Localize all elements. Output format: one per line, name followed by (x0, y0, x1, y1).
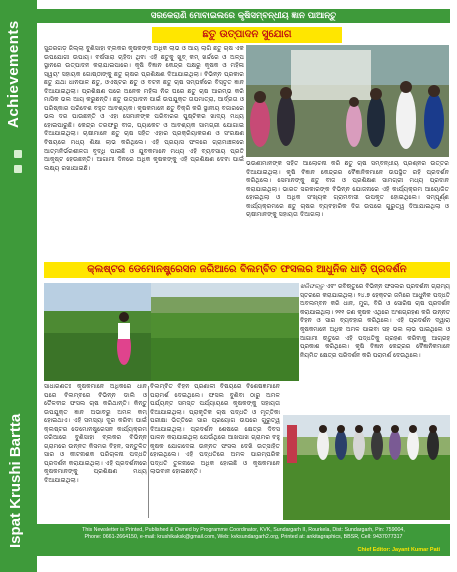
footer-imprint: This Newsletter is Printed, Published & Owned by Programme Coordinator, KVK, Sundargarh II, Rourkela, Dist: Sundargarh, Pin: 759004, (82, 527, 405, 533)
article2-column-left: ସାଧାରଣତଃ କୃଷକମାନେ ଅଧିକରେ ଧାନ ପରେ ବିଲମ୍ବରେ ବିଭିନ୍ନ ଡାଲି ଓ ତୈଳବୀଜ ଫସଲ ଚାଷ କରିଥାନ୍ତି। କିନ୍ତୁ ଉପଯୁକ୍ତ ଜ୍ଞାନ ଅଭାବରୁ ଅମଳ କମ୍ ହୋଇଥାଏ। ଏହି ସମସ୍ୟା ଦୂର କରିବା ପାଇଁ କ୍ଲଷ୍ଟର ଡେମୋନଷ୍ଟ୍ରେସନ କାର୍ଯ୍ୟକ୍ରମ ଜରିଆରେ ବୁଣିସାହା ବ୍ଲକର ବିଭିନ୍ନ ଗ୍ରାମରେ ଉନ୍ନତ କିସମର ବିହନ, ସନ୍ତୁଳିତ ସାର ଓ କୀଟନାଶକ ପରିଚାଳନା ପଦ୍ଧତି ପ୍ରଦର୍ଶନ କରାଯାଇଥିଲା। ଏହି ପ୍ରଦର୍ଶନୀରେ କୃଷକମାନଙ୍କୁ ପ୍ରଶିକ୍ଷଣ ମଧ୍ୟ ଦିଆଯାଇଥିଲା। (44, 383, 147, 485)
column-divider (148, 386, 149, 518)
masthead-tagline: ସରକେରାଣି ମୋବାଇଲରେ କୃଷିସମ୍ବନ୍ଧୀୟ ଜ୍ଞାନ ପାଆନ୍ତୁ (37, 9, 450, 23)
article2-column-middle: ବିଲମ୍ବିତ ବିହନ ପ୍ରଣାଳୀ ବିଷୟରେ ବିଶେଷଜ୍ଞମାନେ ପରାମର୍ଶ ଦେଇଥିଲେ। ଫସଲ ବୁଣିବା ଠାରୁ ଅମଳ ପର୍ଯ୍ୟନ୍ତ ସମସ୍ତ ପର୍ଯ୍ୟାୟରେ କୃଷକଙ୍କୁ ସହାୟତା ଦିଆଯାଇଥିଲା। ପ୍ରାକୃତିକ ଚାଷ ପଦ୍ଧତି ଓ ମୃତ୍ତିକା ପରୀକ୍ଷା ଭିତ୍ତିରେ ସାର ପ୍ରୟୋଗ ଉପରେ ଗୁରୁତ୍ୱ ଦିଆଯାଇଥିଲା। ପ୍ରଦର୍ଶନ ଶେଷରେ କ୍ଷେତ୍ର ଦିବସ ପାଳନ କରାଯାଇଥିଲା ଯେଉଁଥିରେ ଆଖପାଖ ଗ୍ରାମର ବହୁ କୃଷକ ଯୋଗଦେଇ ଉନ୍ନତ ଫସଲ ଦେଖି ଉତ୍ସାହିତ ହୋଇଥିଲେ। ଏହି ପଦ୍ଧତିରେ ଅମଳ ପାରମ୍ପରିକ ପଦ୍ଧତି ତୁଳନାରେ ଅଧିକ ହୋଇଛି ଓ କୃଷକମାନେ ଲାଭବାନ ହୋଇଛନ୍ତି। (150, 383, 280, 476)
article1-body: ସୁନ୍ଦରଗଡ଼ ଜିଲ୍ଲା ବୁଣିସାହା ବ୍ଲକର କୃଷକଙ୍କ ଅଧିକ ଲାଭ ଓ ଆୟ ଲାଗି ଛତୁ ଚାଷ ଏକ ଉପଯୋଗୀ ଉପାୟ। ବର୍ଷସାରା ଚାହିଦା ଥିବା ଏହି ଛତୁକୁ ଖୁବ୍ କମ୍ ଖର୍ଚ୍ଚରେ ଓ ଅଳ୍ପ ସ୍ଥାନରେ ଉତ୍ପାଦନ କରାଯାଇପାରେ। କୃଷି ବିଜ୍ଞାନ କେନ୍ଦ୍ର ପକ୍ଷରୁ କୃଷକ ଓ ମହିଳା ସ୍ୱୟଂ ସହାୟକ ଗୋଷ୍ଠୀଙ୍କୁ ଛତୁ ଚାଷର ପ୍ରଶିକ୍ଷଣ ଦିଆଯାଇଥିଲା। ବିଭିନ୍ନ ପ୍ରକାର ଛତୁ ଯଥା ଧାନପାଳ ଛତୁ, ଓଏଷ୍ଟର ଛତୁ ଓ ବଟନ ଛତୁ ଚାଷ ସମ୍ପର୍କରେ ବିସ୍ତୃତ ଜ୍ଞାନ ଦିଆଯାଇଥିଲା। ପ୍ରଶିକ୍ଷଣ ପରେ ଅନେକ ମହିଳା ନିଜ ଘରେ ଛତୁ ଚାଷ ଆରମ୍ଭ କରି ମାସିକ ଭଲ ଆୟ କରୁଛନ୍ତି। ଛତୁ ଉତ୍ପାଦନ ପାଇଁ ଉପଯୁକ୍ତ ତାପମାତ୍ରା, ଆର୍ଦ୍ରତା ଓ ପରିଷ୍କାର ପରିବେଶ ବହୁତ ଆବଶ୍ୟକ। କୃଷକମାନେ ଛତୁ ବିକ୍ରି କରି ସ୍ଥାନୀୟ ବଜାରରେ ଭଲ ଦର ପାଉଛନ୍ତି ଓ ଏହା ସେମାନଙ୍କ ପରିବାରର ପୁଷ୍ଟିକର ଖାଦ୍ୟ ମଧ୍ୟ ହୋଇପାରୁଛି। କେନ୍ଦ୍ର ତରଫରୁ ବୀଜ, ପ୍ୟାକେଟ ଓ ଆବଶ୍ୟକ ସାମଗ୍ରୀ ଯୋଗାଇ ଦିଆଯାଇଥିଲା। ଚାଷୀମାନେ ଛତୁ ଚାଷ ସହିତ ଏହାର ପ୍ରକ୍ରିୟାକରଣ ଓ ସଂରକ୍ଷଣ ବିଷୟରେ ମଧ୍ୟ ଶିକ୍ଷା ଲାଭ କରିଥିଲେ। ଏହି ପ୍ରୟାସ ଫଳରେ ଗ୍ରାମାଞ୍ଚଳରେ ଆତ୍ମନିର୍ଭରଶୀଳତା ବୃଦ୍ଧି ପାଇଛି ଓ ଯୁବକମାନେ ମଧ୍ୟ ଏହି ବ୍ୟବସାୟ ପ୍ରତି ଆକୃଷ୍ଟ ହେଉଛନ୍ତି। ଆଗାମୀ ଦିନରେ ଅଧିକ କୃଷକଙ୍କୁ ଏହି ପ୍ରଶିକ୍ଷଣ ଦେବା ପାଇଁ ଲକ୍ଷ୍ୟ ରଖାଯାଇଛି। (44, 45, 244, 172)
article2-column-right (300, 283, 450, 379)
article2-title: କ୍ଲଷ୍ଟର ଡେମୋନଷ୍ଟ୍ରେସନ ଜରିଆରେ ବିଲମ୍ବିତ ଫସଲର ଆଧୁନିକ ଧାଡ଼ି ପ୍ରଦର୍ଶନ (44, 262, 450, 278)
crop-field-photo (151, 283, 299, 381)
field-farmer-photo (44, 283, 152, 381)
section-label: Achievements (5, 20, 22, 128)
article1-body-continued: ଭଉଣୀମାନଙ୍କ ସହିତ ଆଲୋଚନା କରି ଛତୁ ଚାଷ ସମ୍ବନ୍ଧୀୟ ପ୍ରଶ୍ନର ଉତ୍ତର ଦିଆଯାଇଥିଲା। କୃଷି ବିଜ୍ଞାନ କେନ୍ଦ୍ରର ବୈଜ୍ଞାନିକମାନେ ଉପସ୍ଥିତ ରହି ପ୍ରଦର୍ଶନ କରିଥିଲେ। ସେମାନଙ୍କୁ ଛତୁ ବୀଜ ଓ ପ୍ରଶିକ୍ଷଣ ସାମଗ୍ରୀ ମଧ୍ୟ ପ୍ରଦାନ କରାଯାଇଥିଲା। ଭାରତ ସରକାରଙ୍କ ବିଭିନ୍ନ ଯୋଜନାରେ ଏହି କାର୍ଯ୍ୟକ୍ରମ ଆୟୋଜିତ ହୋଇଥିଲା ଓ ଅଧିକ ସଂଖ୍ୟକ ଗ୍ରାମବାସୀ ଉପକୃତ ହୋଇଥିଲେ। ସମ୍ପୂର୍ଣ୍ଣ କାର୍ଯ୍ୟକ୍ରମରେ ଛତୁ ଚାଷର ବ୍ୟବହାରିକ ଦିଗ ଉପରେ ଗୁରୁତ୍ୱ ଦିଆଯାଇଥିଲା ଓ ଚାଷୀମାନଙ୍କୁ ସହାୟତା ଦିଆଗଲା। (246, 160, 449, 219)
chief-editor-name: Jayant Kumar Pati (392, 547, 440, 553)
newsletter-footer (37, 524, 450, 556)
chief-editor-label: Chief Editor: (357, 547, 391, 553)
publication-name: Ispat Krushi Bartta (7, 413, 24, 548)
footer-contact: Phone: 0661-2664150, e-mail: krushikaksk@gmail.com, Web: kvksundargarh2.org, Printed at: ankitagraphics, BBSR, Cell: 9437077317 (84, 534, 403, 540)
article1-title: ଛତୁ ଉତ୍ପାଦନ ସୁଯୋଗ (152, 27, 342, 43)
field-day-group-photo (283, 415, 450, 520)
sidebar-marker (14, 165, 22, 173)
article2-lead-word: ଖରିଫଋତୁ (300, 283, 324, 290)
chief-editor (357, 547, 440, 554)
sidebar-marker (14, 150, 22, 158)
article2-column-right-text: ଏବଂ ରବିଋତୁରେ ବିଭିନ୍ନ ଫସଲର ପ୍ରଦର୍ଶନୀ ଗ୍ରାମ୍ୟ ସ୍ତରରେ କରାଯାଇଥିଲା। ୨୪.୭ ହେକ୍ଟର ଜମିରେ ଆଧୁନିକ ପଦ୍ଧତି ଅବଲମ୍ବନ କରି ଧାନ, ମୁଗ, ବିରି ଓ ସୋରିଷ ଚାଷ ପ୍ରଦର୍ଶନ କରାଯାଇଥିଲା। ୨୧୧ ଜଣ କୃଷକ ଏଥିରେ ଅଂଶଗ୍ରହଣ କରି ଉନ୍ନତ ବିହନ ଓ ସାର ବ୍ୟବହାର କରିଥିଲେ। ଏହି ପ୍ରଦର୍ଶନ ଦ୍ୱାରା କୃଷକମାନେ ଅଧିକ ଅମଳ ପାଇବା ସହ ଭଲ ଲାଭ ପାଇଥିଲେ ଓ ଆଗାମୀ ଋତୁରେ ଏହି ପଦ୍ଧତିକୁ ଗ୍ରହଣ କରିବାକୁ ଆଗ୍ରହ ପ୍ରକାଶ କରିଥିଲେ। କୃଷି ବିଜ୍ଞାନ କେନ୍ଦ୍ରର ବୈଜ୍ଞାନିକମାନେ ନିୟମିତ କ୍ଷେତ୍ର ପରିଦର୍ଶନ କରି ପରାମର୍ଶ ଦେଉଥିଲେ। (300, 283, 450, 359)
mushroom-training-photo (246, 45, 449, 157)
